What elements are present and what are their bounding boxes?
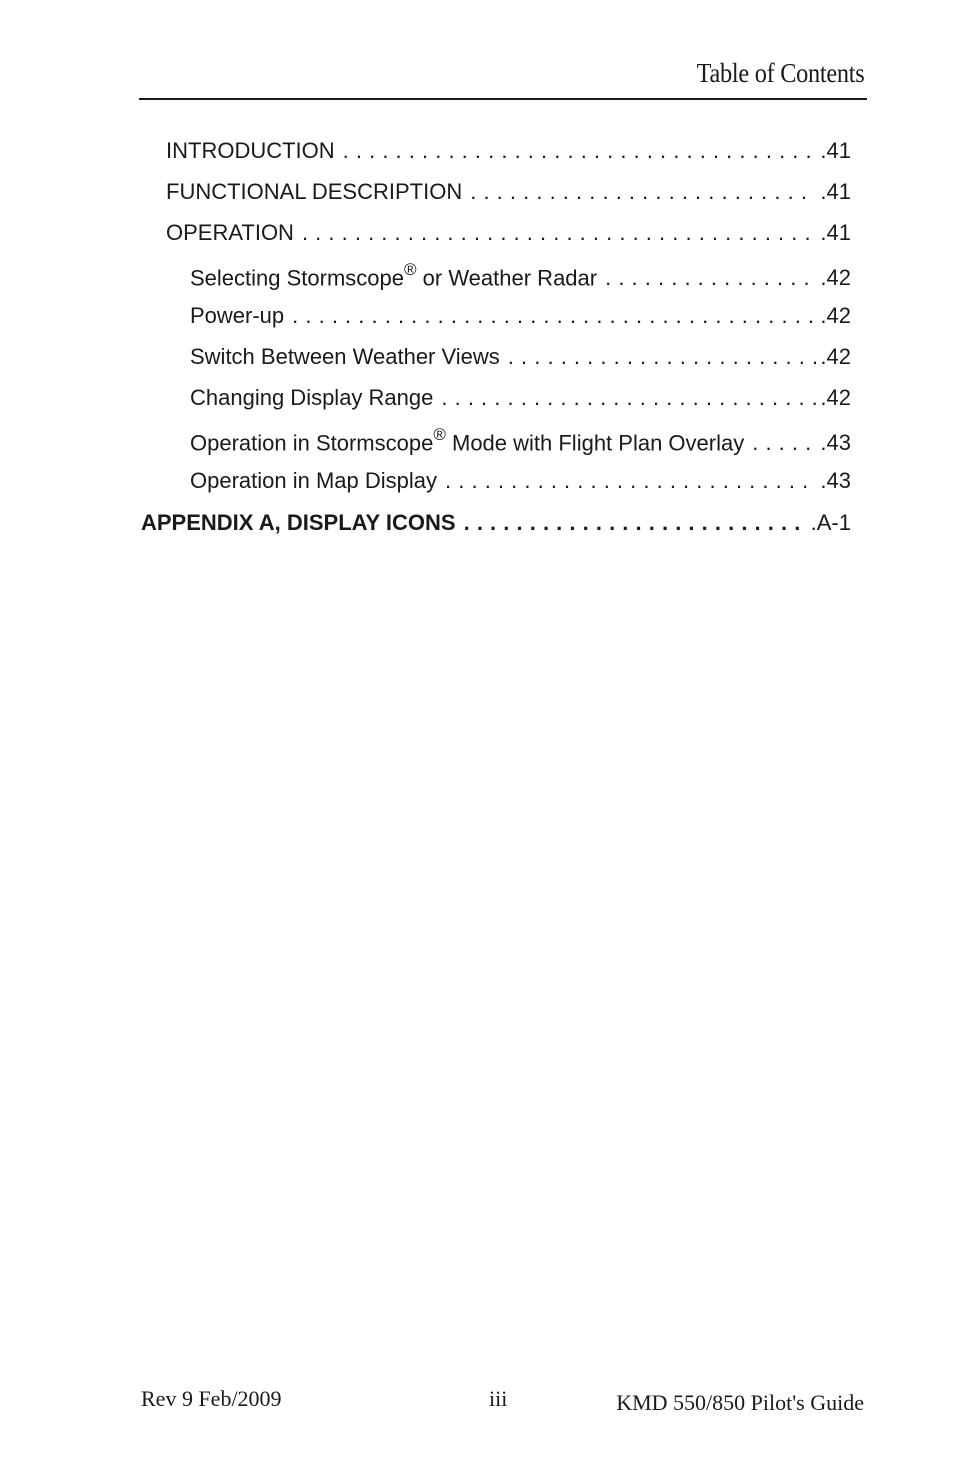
- footer-page-number: iii: [489, 1386, 508, 1411]
- toc-entry-switch-weather-views[interactable]: [190, 344, 851, 374]
- toc-entry-page: .42: [820, 303, 851, 328]
- toc-entry-page: .43: [820, 430, 851, 456]
- toc-entry-appendix-a[interactable]: [141, 510, 851, 540]
- toc-label-text: Operation in Stormscope: [190, 430, 434, 456]
- toc-leader-dots: [441, 385, 816, 411]
- toc-entry-label: [190, 427, 744, 456]
- toc-entry-page: .41: [820, 220, 851, 245]
- toc-entry-page: .43: [820, 468, 851, 493]
- toc-entry-operation[interactable]: [166, 220, 851, 250]
- toc-leader-dots: [343, 138, 817, 164]
- toc-entry-introduction[interactable]: [166, 138, 851, 168]
- toc-entry-label: FUNCTIONAL DESCRIPTION: [166, 179, 463, 204]
- toc-leader-dots: [508, 344, 817, 370]
- footer-guide-title: KMD 550/850 Pilot's Guide: [616, 1390, 864, 1415]
- toc-leader-dots: [605, 265, 816, 291]
- toc-entry-label: INTRODUCTION: [166, 138, 335, 163]
- registered-mark: ®: [433, 425, 446, 444]
- toc-leader-dots: [292, 303, 816, 329]
- toc-entry-page: .41: [820, 179, 851, 204]
- toc-entry-label: [190, 262, 597, 291]
- toc-leader-dots: [445, 468, 816, 494]
- toc-entry-changing-display-range[interactable]: [190, 385, 851, 415]
- registered-mark: ®: [404, 260, 417, 279]
- toc-entry-power-up[interactable]: [190, 303, 851, 333]
- footer-revision: Rev 9 Feb/2009: [141, 1386, 282, 1411]
- toc-leader-dots: [464, 510, 807, 536]
- toc-entry-map-display[interactable]: [190, 468, 851, 498]
- toc-entry-label: APPENDIX A, DISPLAY ICONS: [141, 510, 456, 535]
- toc-entry-page: .42: [820, 385, 851, 410]
- page-header-title: Table of Contents: [696, 58, 864, 88]
- toc-label-text: or Weather Radar: [416, 265, 598, 291]
- toc-leader-dots: [470, 179, 816, 205]
- toc-entry-label: OPERATION: [166, 220, 294, 245]
- toc-label-text: Selecting Stormscope: [190, 265, 404, 291]
- toc-entry-label: Switch Between Weather Views: [190, 344, 500, 369]
- toc-label-text: Mode with Flight Plan Overlay: [445, 430, 745, 456]
- toc-leader-dots: [752, 430, 816, 456]
- toc-entry-functional-description[interactable]: [166, 179, 851, 209]
- toc-entry-page: .A-1: [810, 510, 851, 535]
- toc-entry-label: Changing Display Range: [190, 385, 434, 410]
- header-rule: [139, 98, 867, 100]
- toc-entry-page: .42: [820, 265, 851, 291]
- toc-entry-label: Operation in Map Display: [190, 468, 438, 493]
- toc-entry-selecting-stormscope[interactable]: [190, 262, 851, 292]
- toc-entry-page: .42: [820, 344, 851, 369]
- toc-entry-page: .41: [820, 138, 851, 163]
- toc-leader-dots: [302, 220, 816, 246]
- toc-entry-stormscope-flight-plan[interactable]: [190, 427, 851, 457]
- toc-entry-label: Power-up: [190, 303, 285, 328]
